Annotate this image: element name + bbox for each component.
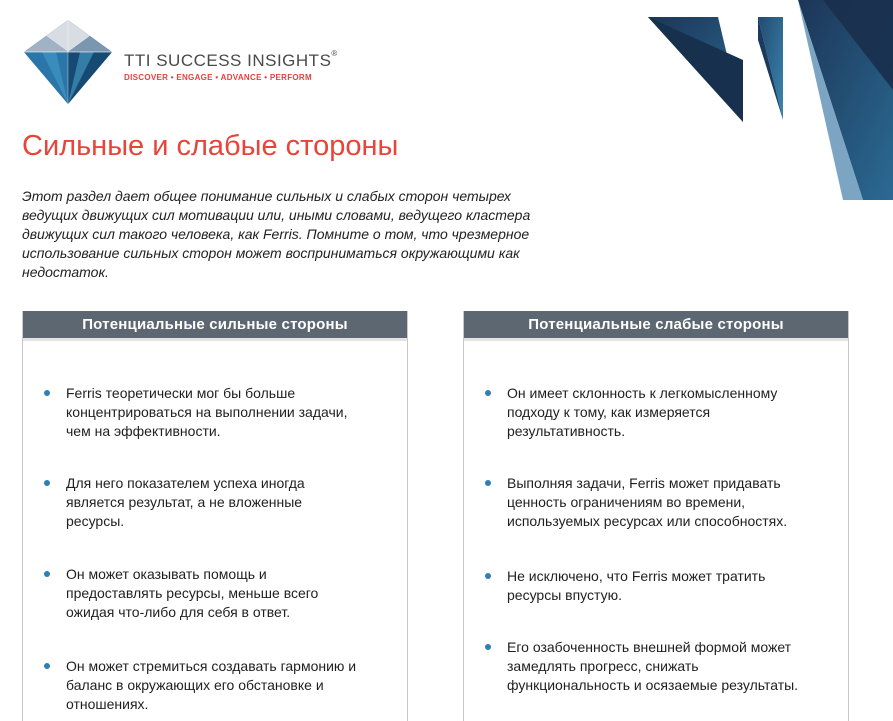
bullet-dot-icon [485,573,491,579]
intro-line: движущих сил такого человека, как Ferris. Помните о том, что чрезмерное [22,226,530,242]
brand-tagline: DISCOVER • ENGAGE • ADVANCE • PERFORM [124,73,312,82]
bullet-dot-icon [485,480,491,486]
bullet-dot-icon [44,571,50,577]
strengths-header: Потенциальные сильные стороны [23,311,407,341]
bullet-dot-icon [44,390,50,396]
intro-line: Этот раздел дает общее понимание сильных и слабых сторон четырех [22,188,511,204]
strengths-panel [22,311,408,721]
weaknesses-header: Потенциальные слабые стороны [464,311,848,341]
bullet-dot-icon [485,390,491,396]
brand-name: TTI SUCCESS INSIGHTS® [124,49,338,70]
list-item-text: Он может стремиться создавать гармонию и баланс в окружающих его обстановке и отношениях. [66,658,357,712]
list-item-text: Его озабоченность внешней формой может замедлять прогресс, снижать функциональность и осязаемые результаты. [507,639,799,693]
intro-line: ведущих движущих сил мотивации или, иными словами, ведущего кластера [22,207,531,223]
bullet-dot-icon [485,644,491,650]
weaknesses-panel [463,311,849,721]
diamond-logo-icon [22,18,114,106]
bullet-dot-icon [44,663,50,669]
registered-mark: ® [331,49,338,58]
list-item-text: Для него показателем успеха иногда является результат, а не вложенные ресурсы. [66,475,305,529]
list-item-text: Он может оказывать помощь и предоставлять ресурсы, меньше всего ожидая что-либо для себя в ответ. [66,566,319,620]
list-item-text: Он имеет склонность к легкомысленному подходу к тому, как измеряется результативность. [507,385,778,439]
list-item-text: Выполняя задачи, Ferris может придавать ценность ограничениям во времени, используемых ресурсах или способностях. [507,475,788,529]
brand-logo [22,18,382,108]
intro-line: использование сильных сторон может восприниматься окружающими как [22,245,520,261]
list-item-text: Ferris теоретически мог бы больше концентрироваться на выполнении задачи, чем на эффективности. [66,385,348,439]
intro-line: недостаток. [22,264,109,280]
bullet-dot-icon [44,480,50,486]
intro-paragraph [22,187,612,282]
list-item-text: Не исключено, что Ferris может тратить ресурсы впустую. [507,568,766,603]
page-title: Сильные и слабые стороны [22,130,399,162]
corner-stripes-graphic [633,0,893,200]
